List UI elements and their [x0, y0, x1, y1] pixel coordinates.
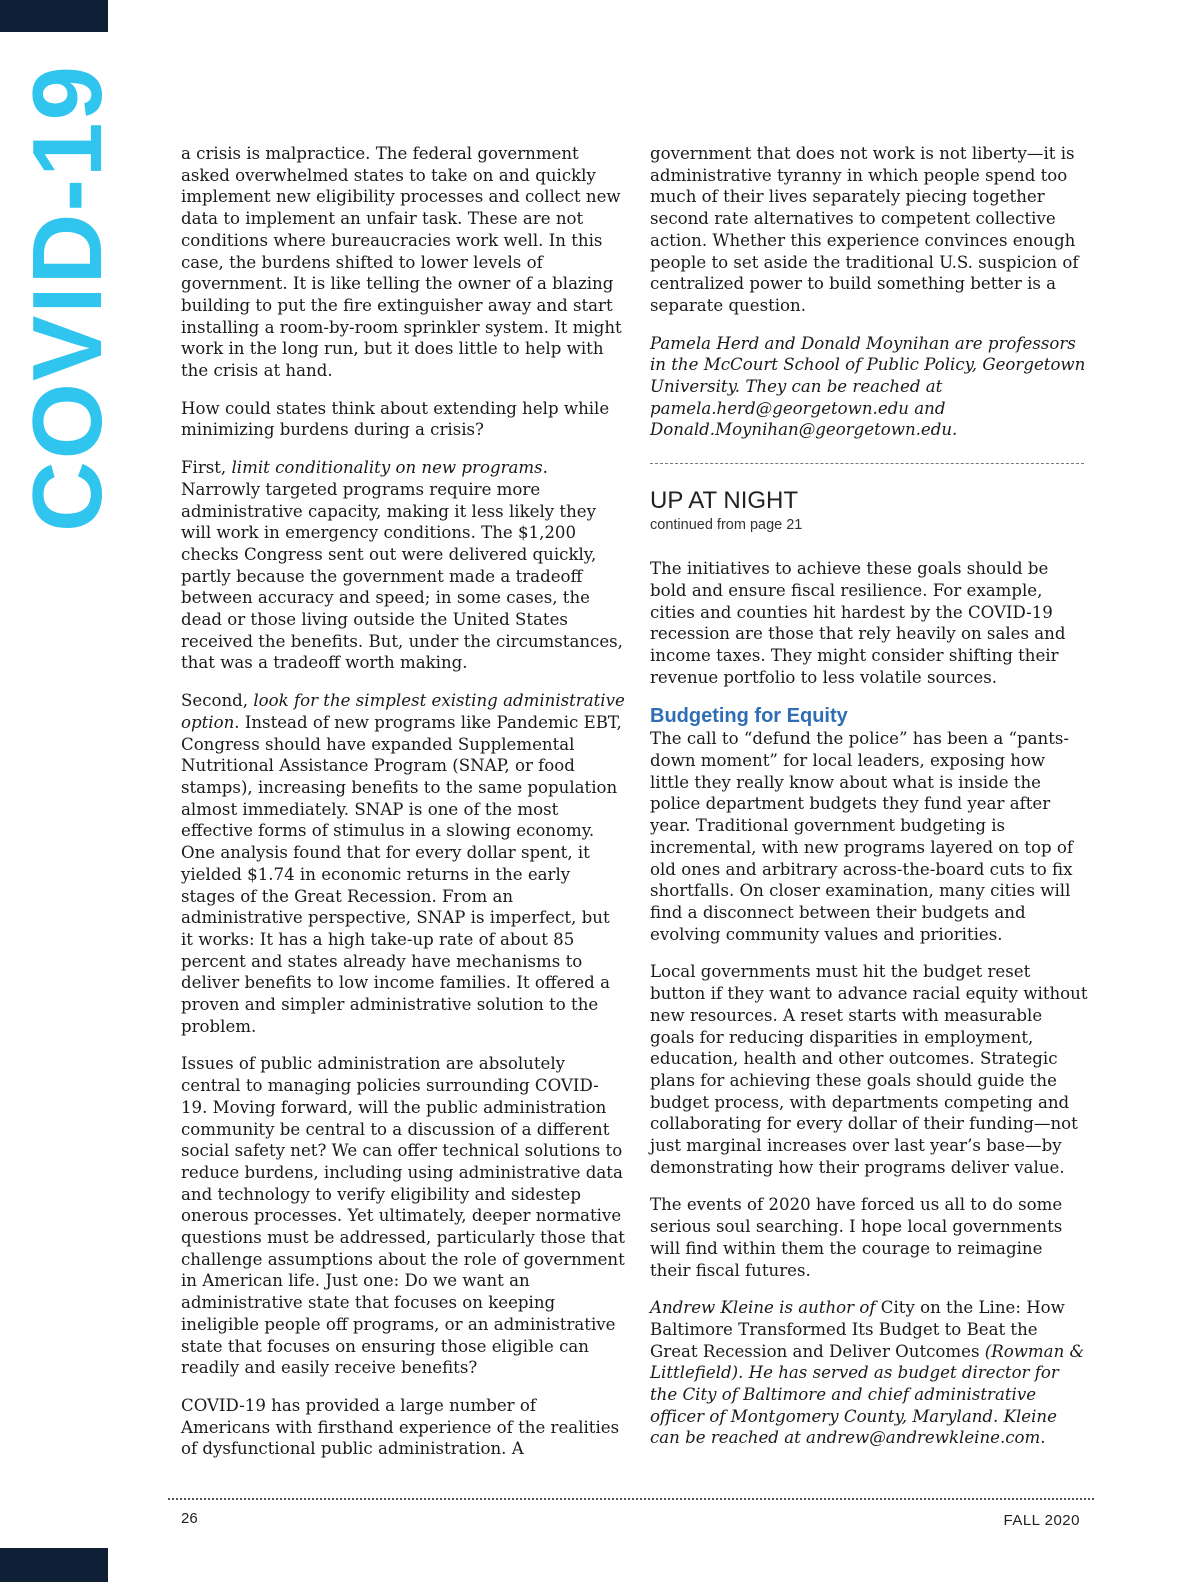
- article-paragraph: Local governments must hit the budget reset button if they want to advance racial equity without new resources. A reset starts with measurable goals for reducing disparities in employment, education, health and other outcomes. Strategic plans for achieving these goals should guide the budget process, with departments competing and collaborating for every dollar of their funding—not just marginal increases over last year’s base—by demonstrating how their programs deliver value.: [650, 962, 1088, 1177]
- article-paragraph: [181, 690, 625, 1037]
- article-paragraph: [181, 398, 625, 441]
- paragraph-text: How could states think about extending help while minimizing burdens during a crisis?: [181, 398, 610, 440]
- page-number: 26: [181, 1510, 198, 1527]
- book-title: City on the Line: How Baltimore Transformed Its Budget to Beat the Great Recession and Deliver Outcomes: [650, 1298, 1065, 1361]
- article-paragraph: [181, 1053, 625, 1379]
- issue-label: FALL 2020: [1003, 1512, 1080, 1529]
- bio-text: (Rowman & Littlefield). He has served as budget director for the City of Baltimore and chief administrative officer of Montgomery County, Maryland. Kleine can be reached at andrew@andrewkleine.com.: [650, 1341, 1085, 1448]
- section-heading: UP AT NIGHT: [650, 487, 799, 515]
- article-paragraph: The call to “defund the police” has been a “pants-down moment” for local leaders, exposing how little they really know about what is inside the police department budgets they fund year after year. Traditional government budgeting is incremental, with new programs layered on top of old ones and arbitrary across-the-board cuts to fix shortfalls. On closer examination, many cities will find a disconnect between their budgets and evolving community values and priorities.: [650, 729, 1074, 944]
- article-paragraph: [181, 457, 625, 674]
- article-paragraph: The events of 2020 have forced us all to do some serious soul searching. I hope local governments will find within them the courage to reimagine their fiscal futures.: [650, 1195, 1063, 1280]
- paragraph-text: a crisis is malpractice. The federal government asked overwhelmed states to take on and quickly implement new eligibility processes and collect new data to implement an unfair task. These are not conditions where bureaucracies work well. In this case, the burdens shifted to lower levels of government. It is like telling the owner of a blazing building to put the fire extinguisher away and start installing a room-by-room sprinkler system. It might work in the long run, but it does little to help with the crisis at hand.: [181, 144, 622, 381]
- emphasis-text: look for the simplest existing administrative option: [181, 691, 625, 732]
- author-bio-herd-moynihan: Pamela Herd and Donald Moynihan are professors in the McCourt School of Public Policy, Georgetown University. They can be reached at pamela.herd@georgetown.edu and Donald.Moynihan@georgetown.edu.: [650, 333, 1086, 440]
- subheading: Budgeting for Equity: [650, 705, 848, 728]
- paragraph-text: . Instead of new programs like Pandemic EBT, Congress should have expanded Supplemental Nutritional Assistance Program (SNAP, or food stamps), increasing benefits to the same population almost immediately. SNAP is one of the most effective forms of stimulus in a slowing economy. One analysis found that for every dollar spent, it yielded $1.74 in economic returns in the early stages of the Great Recession. From an administrative perspective, SNAP is imperfect, but it works: It has a high take-up rate of about 85 percent and states already have mechanisms to deliver benefits to low income families. It offered a proven and simpler administrative solution to the problem.: [181, 712, 622, 1036]
- paragraph-text: . Narrowly targeted programs require more administrative capacity, making it less likely they will work in emergency conditions. The $1,200 checks Congress sent out were delivered quickly, partly because the government made a tradeoff between accuracy and speed; in some cases, the dead or those living outside the United States received the benefits. But, under the circumstances, that was a tradeoff worth making.: [181, 458, 623, 673]
- emphasis-text: limit conditionality on new programs: [231, 458, 543, 478]
- paragraph-text: COVID-19 has provided a large number of Americans with firsthand experience of the realities of dysfunctional public administration. A: [181, 1395, 620, 1459]
- author-bio-kleine: [650, 1297, 1088, 1449]
- article-paragraph: [181, 143, 625, 382]
- bio-text: Andrew Kleine is author of: [650, 1298, 881, 1318]
- top-corner-block: [0, 0, 108, 32]
- continued-note: continued from page 21: [650, 517, 803, 534]
- paragraph-text: Issues of public administration are absolutely central to managing policies surrounding COVID-19. Moving forward, will the public administration community be central to a discussion of a different social safety net? We can offer technical solutions to reduce burdens, including using administrative data and technology to verify eligibility and sidestep onerous processes. Yet ultimately, deeper normative questions must be addressed, particularly those that challenge assumptions about the role of government in American life. Just one: Do we want an administrative state that focuses on keeping ineligible people off programs, or an administrative state that focuses on ensuring those eligible can readily and easily receive benefits?: [181, 1054, 625, 1378]
- footer-rule: [168, 1498, 1094, 1500]
- section-label-vertical: COVID-19: [12, 64, 122, 533]
- right-column: [650, 143, 1088, 1465]
- continued-paragraph: government that does not work is not liberty—it is administrative tyranny in which people spend too much of their lives separately piecing together second rate alternatives to competent collective action. Whether this experience convinces enough people to set aside the traditional U.S. suspicion of centralized power to build something better is a separate question.: [650, 144, 1079, 315]
- paragraph-text: Second,: [181, 691, 254, 711]
- article-paragraph: [181, 1395, 625, 1460]
- bottom-corner-block: [0, 1548, 108, 1582]
- paragraph-text: First,: [181, 458, 232, 478]
- left-column: [181, 143, 625, 1476]
- article-paragraph: The initiatives to achieve these goals should be bold and ensure fiscal resilience. For example, cities and counties hit hardest by the COVID-19 recession are those that rely heavily on sales and income taxes. They might consider shifting their revenue portfolio to less volatile sources.: [650, 559, 1066, 687]
- section-divider: [650, 463, 1084, 464]
